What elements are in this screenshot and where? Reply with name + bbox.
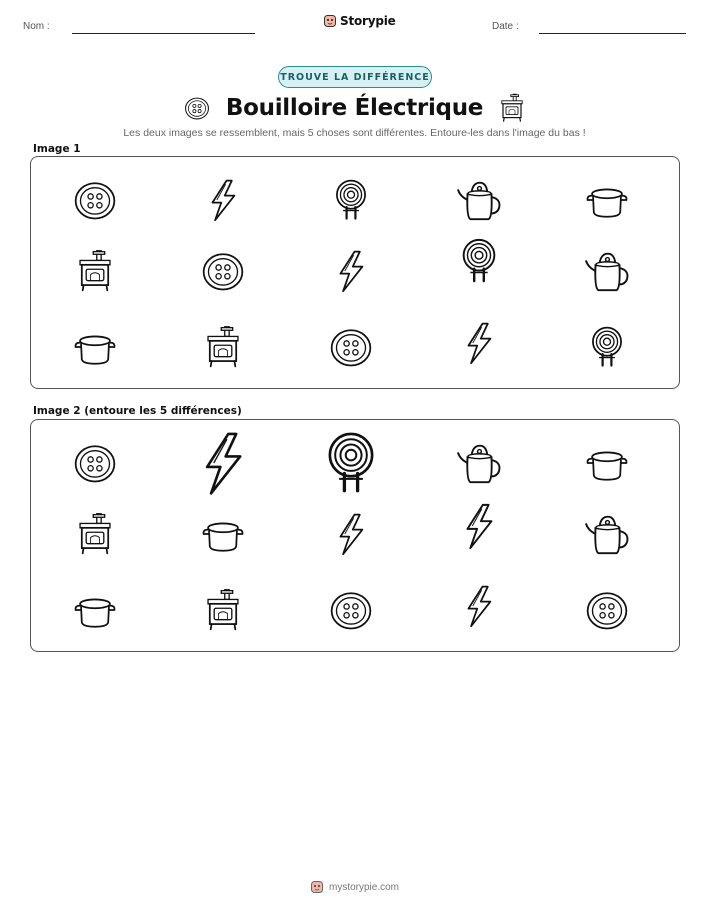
lightning-icon [201,178,245,222]
button-icon[interactable] [585,588,629,632]
storypie-footer-icon [310,880,324,894]
brand [323,14,396,28]
stove-icon [73,249,117,293]
pot-icon[interactable] [73,588,117,632]
image2-label: Image 2 (entoure les 5 différences) [33,405,242,417]
pot-icon[interactable] [201,512,245,556]
kettle-icon [583,247,631,295]
kettle-icon[interactable] [455,439,503,487]
lightning-icon [329,249,373,293]
button-icon[interactable] [73,441,117,485]
lightning-icon [457,321,501,365]
image1-panel [30,156,680,389]
footer-url: mystorypie.com [328,881,399,893]
button-icon [201,249,245,293]
image2-panel[interactable] [30,419,680,652]
instructions: Les deux images se ressemblent, mais 5 choses sont différentes. Entoure-les dans l'image du bas ! [123,127,586,139]
lightning-icon[interactable] [329,512,373,556]
heating-coil-icon [329,178,373,222]
image1-label: Image 1 [33,143,81,155]
kettle-icon[interactable] [583,510,631,558]
stove-icon[interactable] [201,588,245,632]
heating-coil-icon [585,325,629,369]
name-label: Nom : [23,21,50,32]
storypie-logo-icon [323,14,337,28]
brand-name: Storypie [340,14,396,28]
button-icon [73,178,117,222]
lightning-icon[interactable] [190,430,256,496]
stove-icon [497,93,527,123]
activity-badge: TROUVE LA DIFFÉRENCE [278,66,432,88]
page-title: Bouilloire Électrique [225,95,484,121]
date-label: Date : [492,21,519,32]
lightning-icon[interactable] [455,502,503,550]
lightning-icon[interactable] [457,584,501,628]
stove-icon[interactable] [73,512,117,556]
title-row [0,90,709,126]
pot-icon [585,178,629,222]
pot-icon[interactable] [585,441,629,485]
button-icon [182,95,212,121]
footer [0,880,709,894]
button-icon[interactable] [329,588,373,632]
date-line[interactable] [539,33,686,34]
pot-icon [73,325,117,369]
kettle-icon [455,176,503,224]
stove-icon [201,325,245,369]
heating-coil-icon[interactable] [318,430,384,496]
name-line[interactable] [72,33,255,34]
button-icon [329,325,373,369]
heating-coil-icon [455,237,503,285]
